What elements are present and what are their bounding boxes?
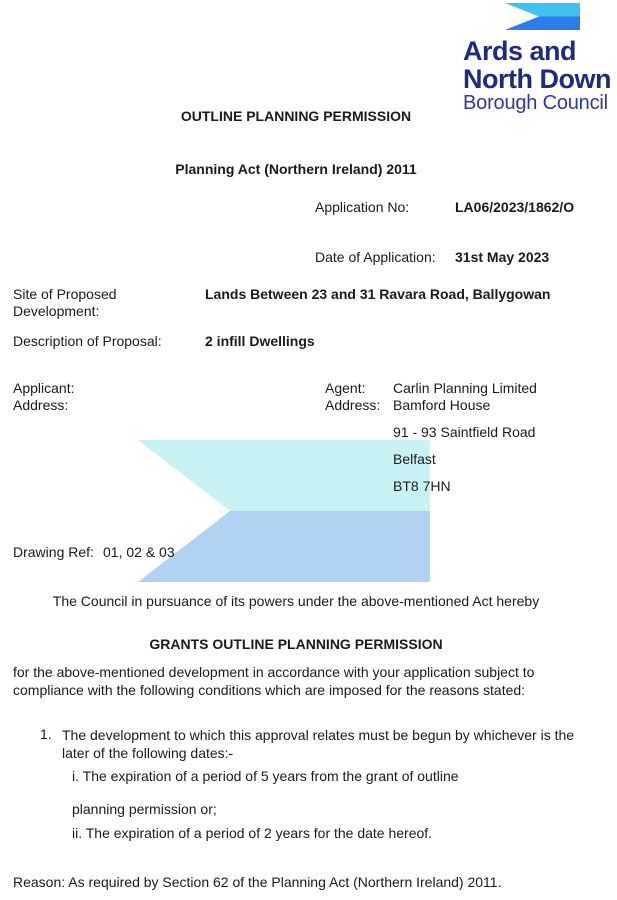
drawing-ref-value: 01, 02 & 03	[103, 544, 175, 560]
council-flag-arrow-icon	[505, 3, 580, 30]
application-no-label: Application No:	[315, 199, 410, 215]
agent-address-line3: Belfast	[393, 451, 436, 467]
flag-bottom-band	[505, 17, 580, 31]
pursuance-statement: The Council in pursuance of its powers under the above-mentioned Act hereby	[52, 593, 540, 609]
agent-address-line2: 91 - 93 Saintfield Road	[393, 424, 536, 440]
document-title: OUTLINE PLANNING PERMISSION	[180, 108, 412, 124]
council-logo-text	[463, 37, 611, 114]
council-name-line3: Borough Council	[463, 92, 608, 114]
condition-1-sub-ii: ii. The expiration of a period of 2 years for the date hereof.	[72, 825, 433, 841]
condition-1-sub-i-continued: planning permission or;	[72, 801, 217, 817]
application-no-value: LA06/2023/1862/O	[455, 199, 575, 215]
council-flag-watermark	[138, 440, 430, 582]
drawing-ref-label: Drawing Ref:	[13, 544, 94, 560]
reason-statement: Reason: As required by Section 62 of the Planning Act (Northern Ireland) 2011.	[13, 874, 502, 890]
council-name-line2: North Down	[463, 64, 611, 94]
date-of-application-value: 31st May 2023	[455, 249, 550, 265]
applicant-label: Applicant:	[13, 380, 75, 396]
agent-address-line1: Bamford House	[393, 397, 491, 413]
applicant-address-label: Address:	[13, 397, 69, 413]
site-of-proposed-development-value: Lands Between 23 and 31 Ravara Road, Ballygowan	[205, 286, 551, 302]
flag-top-band	[505, 3, 580, 17]
agent-name: Carlin Planning Limited	[393, 380, 537, 396]
date-of-application-label: Date of Application:	[315, 249, 436, 265]
agent-label: Agent:	[325, 380, 366, 396]
condition-1-text: The development to which this approval relates must be begun by whichever is the later of the following dates:-	[62, 727, 575, 761]
site-of-proposed-development-label: Site of Proposed Development:	[13, 286, 117, 319]
condition-1-number: 1.	[40, 726, 52, 742]
agent-address-label: Address:	[325, 397, 381, 413]
grants-paragraph: for the above-mentioned development in accordance with your application subject to compliance with the following conditions which are imposed for the reasons stated:	[13, 664, 535, 698]
description-of-proposal-value: 2 infill Dwellings	[205, 333, 315, 349]
description-of-proposal-label: Description of Proposal:	[13, 333, 162, 349]
condition-1-sub-i: i. The expiration of a period of 5 years from the grant of outline	[72, 768, 459, 784]
grants-heading: GRANTS OUTLINE PLANNING PERMISSION	[149, 636, 443, 652]
watermark-top-band	[138, 440, 430, 511]
watermark-bottom-band	[138, 511, 430, 582]
agent-address-line4: BT8 7HN	[393, 478, 451, 494]
council-name-line1: Ards and	[463, 36, 577, 66]
planning-act-line: Planning Act (Northern Ireland) 2011	[175, 161, 417, 177]
